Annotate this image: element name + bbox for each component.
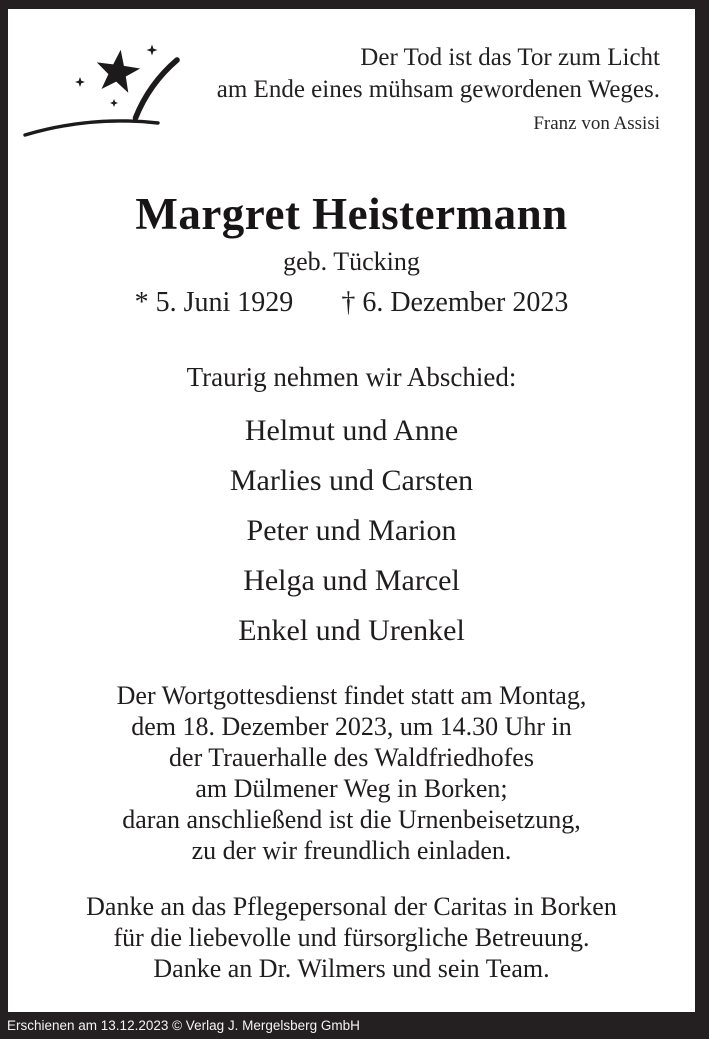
- streak-line: [136, 60, 178, 118]
- mourner-name: Marlies und Carsten: [229, 464, 474, 497]
- hill-line: [25, 121, 158, 135]
- epigraph-line: Der Tod ist das Tor zum Licht: [360, 44, 660, 71]
- birth-date: * 5. Juni 1929: [134, 287, 294, 318]
- sparkle-icon: [110, 99, 118, 107]
- thanks-line: Danke an Dr. Wilmers und sein Team.: [153, 954, 550, 983]
- thanks-note: [8, 891, 695, 984]
- star-icon: [97, 50, 140, 93]
- sparkle-icon: [75, 77, 85, 87]
- epigraph-line: am Ende eines mühsam gewordenen Weges.: [216, 76, 660, 103]
- service-line: dem 18. Dezember 2023, um 14.30 Uhr in: [131, 712, 572, 741]
- epigraph-attribution: Franz von Assisi: [533, 113, 660, 134]
- service-line: am Dülmener Weg in Borken;: [195, 774, 508, 803]
- mourner-name: Helmut und Anne: [244, 414, 459, 447]
- publisher-footer: [0, 1012, 709, 1039]
- maiden-name: geb. Tücking: [283, 247, 420, 276]
- mourner-name: Enkel und Urenkel: [238, 614, 465, 647]
- mourner-name: Peter und Marion: [246, 514, 457, 547]
- service-details: [8, 680, 695, 866]
- publisher-footer-text: Erschienen am 13.12.2023 © Verlag J. Mergelsberg GmbH: [7, 1018, 360, 1033]
- shooting-star-icon: [16, 34, 188, 146]
- mourners-list: [8, 406, 695, 656]
- mourner-name: Helga und Marcel: [243, 564, 460, 597]
- deceased-name: Margret Heistermann: [135, 189, 568, 239]
- death-date: † 6. Dezember 2023: [341, 287, 569, 318]
- sparkle-icon: [147, 45, 158, 56]
- thanks-line: für die liebevolle und fürsorgliche Betreuung.: [113, 923, 590, 952]
- service-line: zu der wir freundlich einladen.: [191, 836, 512, 865]
- thanks-line: Danke an das Pflegepersonal der Caritas in Borken: [86, 892, 617, 921]
- epigraph: [217, 42, 660, 136]
- life-dates: [8, 287, 695, 319]
- service-line: daran anschließend ist die Urnenbeisetzung,: [122, 805, 581, 834]
- service-line: der Trauerhalle des Waldfriedhofes: [169, 743, 534, 772]
- service-line: Der Wortgottesdienst findet statt am Montag,: [116, 681, 587, 710]
- farewell-intro: Traurig nehmen wir Abschied:: [186, 362, 517, 392]
